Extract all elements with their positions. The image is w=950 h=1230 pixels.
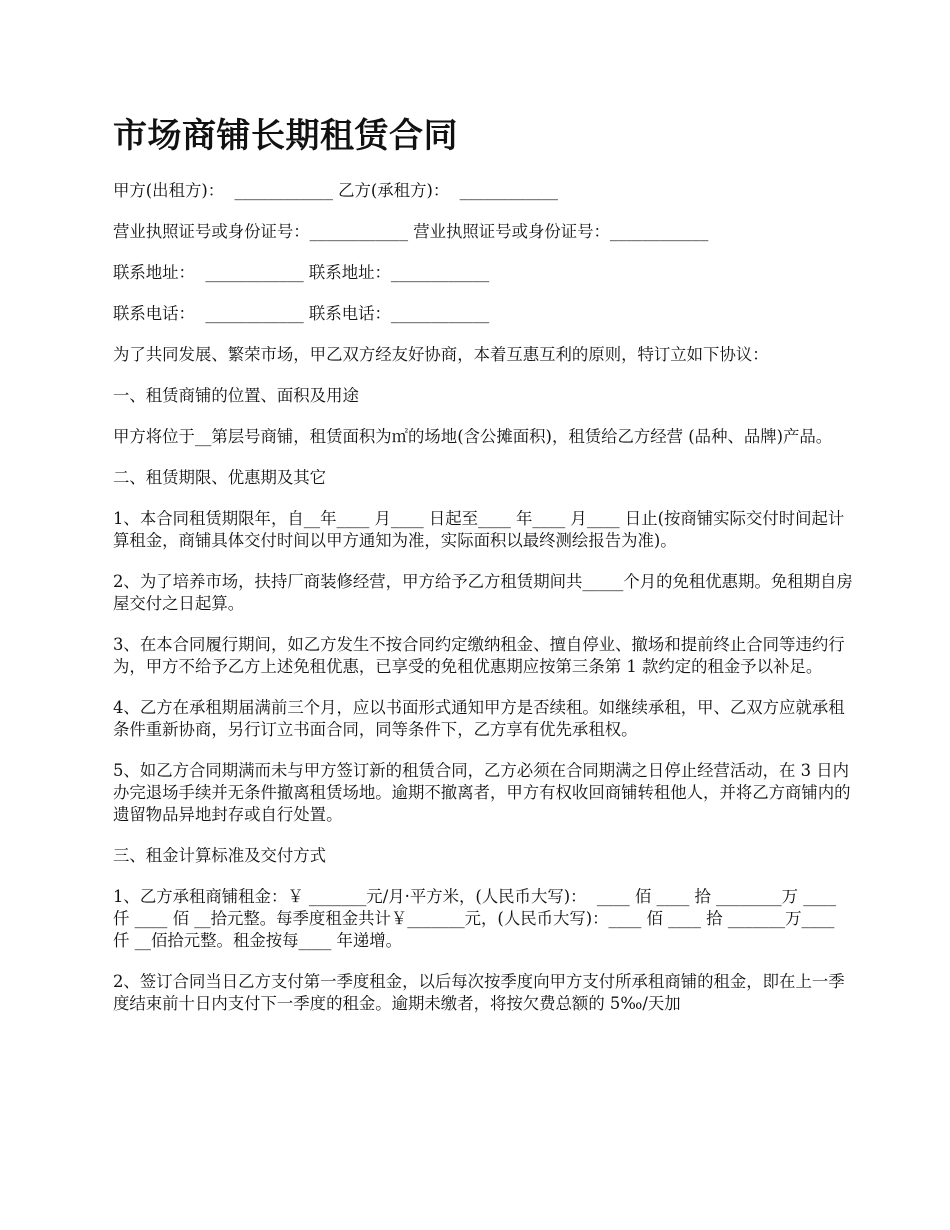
clause-2-5: 5、如乙方合同期满而未与甲方签订新的租赁合同，乙方必须在合同期满之日停止经营活动，在 3 日内办完退场手续并无条件撤离租赁场地。逾期不撤离者，甲方有权收回商铺转租他人，并将乙方商铺内的遗留物品异地封存或自行处置。 — [113, 761, 851, 824]
clause-2-2: 2、为了培养市场，扶持厂商装修经营，甲方给予乙方租赁期间共_____个月的免租优惠期。免租期自房屋交付之日起算。 — [113, 572, 853, 613]
license-id-line: 营业执照证号或身份证号：____________ 营业执照证号或身份证号：____________ — [113, 222, 709, 241]
clause-3-1: 1、乙方承租商铺租金：￥ _______元/月·平方米，(人民币大写)： ____ 佰 ____ 拾 ________万 ____ 仟 ____ 佰 __拾元整。每季度租金共计￥_______元，(人民币大写)：____ 佰 ____ 拾 _______万____ 仟 __佰拾元整。租金按每____ 年递增。 — [113, 887, 842, 950]
clause-3-2: 2、签订合同当日乙方支付第一季度租金，以后每次按季度向甲方支付所承租商铺的租金，即在上一季度结束前十日内支付下一季度的租金。逾期未缴者，将按欠费总额的 5‰/天加 — [113, 972, 845, 1013]
preamble-paragraph: 为了共同发展、繁荣市场，甲乙双方经友好协商，本着互惠互利的原则，特订立如下协议： — [113, 345, 769, 364]
section-heading-1: 一、租赁商铺的位置、面积及用途 — [113, 386, 359, 405]
clause-2-4: 4、乙方在承租期届满前三个月，应以书面形式通知甲方是否续租。如继续承租，甲、乙双方应就承租条件重新协商，另行订立书面合同，同等条件下，乙方享有优先承租权。 — [113, 698, 845, 739]
party-names-line: 甲方(出租方)： ____________ 乙方(承租方)： ____________ — [113, 181, 559, 200]
section-1-paragraph: 甲方将位于__第层号商铺，租赁面积为㎡的场地(含公摊面积)，租赁给乙方经营 (品种、品牌)产品。 — [113, 427, 833, 446]
document-title: 市场商铺长期租赁合同 — [113, 116, 458, 156]
clause-2-1: 1、本合同租赁期限年，自__年____ 月____ 日起至____ 年____ 月____ 日止(按商铺实际交付时间起计算租金，商铺具体交付时间以甲方通知为准，实际面积以最终测绘报告为准)。 — [113, 509, 845, 550]
section-heading-2: 二、租赁期限、优惠期及其它 — [113, 468, 327, 487]
section-heading-3: 三、租金计算标准及交付方式 — [113, 846, 327, 865]
address-line: 联系地址： ____________ 联系地址：____________ — [113, 263, 490, 282]
phone-line: 联系电话： ____________ 联系电话：____________ — [113, 304, 490, 323]
clause-2-3: 3、在本合同履行期间，如乙方发生不按合同约定缴纳租金、擅自停业、撤场和提前终止合同等违约行为，甲方不给予乙方上述免租优惠，已享受的免租优惠期应按第三条第 1 款约定的租金予以补足。 — [113, 635, 845, 676]
document-page — [113, 112, 853, 1034]
